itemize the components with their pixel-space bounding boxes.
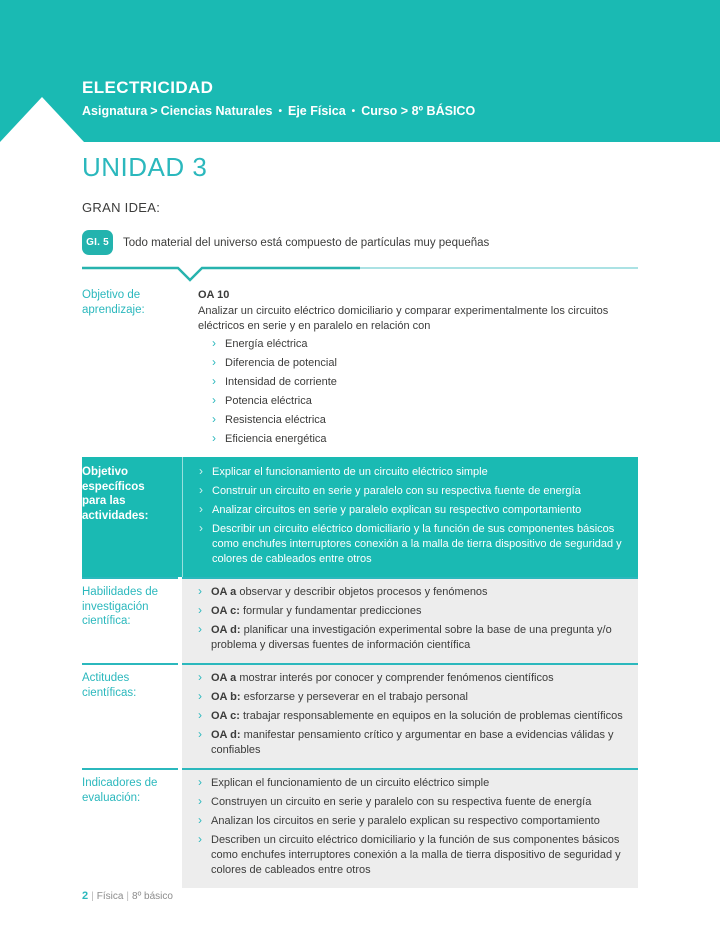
- table-row-objetivos-especificos: [82, 457, 638, 577]
- list-item: [198, 709, 630, 724]
- list-item: [198, 585, 630, 600]
- header-triangle-notch: [0, 96, 84, 142]
- row-label-indicadores: Indicadores de evaluación:: [82, 777, 158, 804]
- list-item: › Eficiencia energética: [212, 432, 630, 447]
- breadcrumb-separator-1: >: [150, 104, 158, 118]
- list-item-text: planificar una investigación experimental sobre la base de una pregunta y/o problema y diversas fuentes de información científica: [211, 624, 612, 651]
- footer-grade: 8º básico: [132, 891, 173, 902]
- unit-title: UNIDAD 3: [82, 152, 208, 182]
- footer-separator-1: |: [91, 891, 94, 902]
- list-item: [198, 671, 630, 686]
- table-row-indicadores: [82, 768, 638, 888]
- list-item-code: OA b:: [211, 691, 241, 703]
- list-item-code: OA d:: [211, 624, 241, 636]
- row-label-actitudes: Actitudes científicas:: [82, 672, 137, 699]
- breadcrumb-dot-2: •: [351, 106, 356, 117]
- row-content-indicadores: [182, 768, 638, 888]
- gran-idea-label: GRAN IDEA:: [82, 200, 161, 215]
- breadcrumb-label-curso: Curso >: [361, 104, 409, 118]
- breadcrumb-label-asignatura: Asignatura: [82, 104, 148, 118]
- list-item-code: OA c:: [211, 710, 240, 722]
- list-item-text: esforzarse y perseverar en el trabajo personal: [240, 691, 468, 703]
- oa-intro-text: Analizar un circuito eléctrico domiciliario y comparar experimentalmente los circuitos eléctricos en serie y en paralelo en relación con: [198, 305, 609, 332]
- row-content-objetivo-aprendizaje: [182, 280, 638, 457]
- list-item: › Potencia eléctrica: [212, 394, 630, 409]
- list-item: › Analizan los circuitos en serie y paralelo explican su respectivo comportamiento: [198, 814, 630, 829]
- habilidades-list: [198, 585, 630, 653]
- list-item: › Describen un circuito eléctrico domiciliario y la función de sus componentes básicos como enchufes interruptores conexión a la malla de tierra dispositivo de seguridad y colores de cableados entre otros: [198, 833, 630, 878]
- breadcrumb-dot-1: •: [278, 106, 282, 117]
- list-item: [198, 604, 630, 619]
- breadcrumb: [82, 103, 682, 121]
- gran-idea-text: Todo material del universo está compuesto de partículas muy pequeñas: [123, 236, 490, 249]
- footer-separator-2: |: [126, 891, 130, 902]
- list-item: › Intensidad de corriente: [212, 375, 630, 390]
- breadcrumb-label-eje: Eje Física: [287, 104, 346, 118]
- list-item-code: OA c:: [211, 605, 240, 617]
- objetivos-especificos-list: [199, 465, 630, 567]
- table-row-habilidades: [82, 577, 638, 663]
- list-item: [198, 623, 630, 653]
- list-item-text: trabajar responsablemente en equipos en la solución de problemas científicos: [239, 710, 623, 722]
- breadcrumb-value-asignatura: Ciencias Naturales: [160, 104, 273, 118]
- list-item: › Diferencia de potencial: [212, 356, 630, 371]
- curriculum-table: [82, 280, 638, 888]
- list-item-text: mostrar interés por conocer y comprender fenómenos científicos: [236, 672, 554, 684]
- list-item: › Resistencia eléctrica: [212, 413, 630, 428]
- breadcrumb-value-curso: 8º BÁSICO: [411, 104, 476, 118]
- list-item-code: OA d:: [211, 729, 241, 741]
- row-content-actitudes: [182, 663, 638, 768]
- list-item: › Describir un circuito eléctrico domiciliario y la función de sus componentes básicos como enchufes interruptores conexión a la malla de tierra dispositivo de seguridad y colores de cableados entre otros: [199, 522, 630, 567]
- list-item: › Analizar circuitos en serie y paralelo explican su respectivo comportamiento: [199, 503, 630, 518]
- gran-idea-badge: GI. 5: [82, 230, 113, 255]
- list-item-text: observar y describir objetos procesos y fenómenos: [236, 586, 488, 598]
- page-footer: [82, 890, 173, 902]
- list-item-text: formular y fundamentar predicciones: [239, 605, 422, 617]
- row-label-habilidades: Habilidades de investigación científica:: [82, 586, 159, 627]
- list-item: [198, 728, 630, 758]
- actitudes-list: [198, 671, 630, 758]
- footer-subject: Física: [96, 891, 124, 902]
- list-item: [198, 690, 630, 705]
- list-item: › Energía eléctrica: [212, 337, 630, 352]
- table-row-objetivo-aprendizaje: [82, 280, 638, 457]
- list-item: › Explican el funcionamiento de un circuito eléctrico simple: [198, 776, 630, 791]
- header-text-group: [82, 78, 682, 121]
- page-header-band: [0, 0, 720, 142]
- row-label-objetivo-aprendizaje: Objetivo de aprendizaje:: [82, 289, 145, 316]
- row-content-objetivos-especificos: [182, 457, 638, 577]
- row-label-objetivos-especificos: Objetivo específicos para las actividades:: [82, 466, 149, 522]
- page-number: 2: [82, 890, 89, 902]
- row-content-habilidades: [182, 577, 638, 663]
- list-item: › Construir un circuito en serie y paralelo con su respectiva fuente de energía: [199, 484, 630, 499]
- list-item-code: OA a: [211, 672, 237, 684]
- indicadores-list: [198, 776, 630, 878]
- list-item-code: OA a: [211, 586, 237, 598]
- list-item: › Construyen un circuito en serie y paralelo con su respectiva fuente de energía: [198, 795, 630, 810]
- table-row-actitudes: [82, 663, 638, 768]
- oa-bullet-list: [212, 337, 630, 447]
- subject-title: ELECTRICIDAD: [82, 78, 214, 97]
- oa-code: OA 10: [198, 289, 230, 301]
- gran-idea-row: [82, 230, 642, 255]
- list-item-text: manifestar pensamiento crítico y argumentar en base a evidencias válidas y confiables: [211, 729, 614, 756]
- list-item: › Explicar el funcionamiento de un circuito eléctrico simple: [199, 465, 630, 480]
